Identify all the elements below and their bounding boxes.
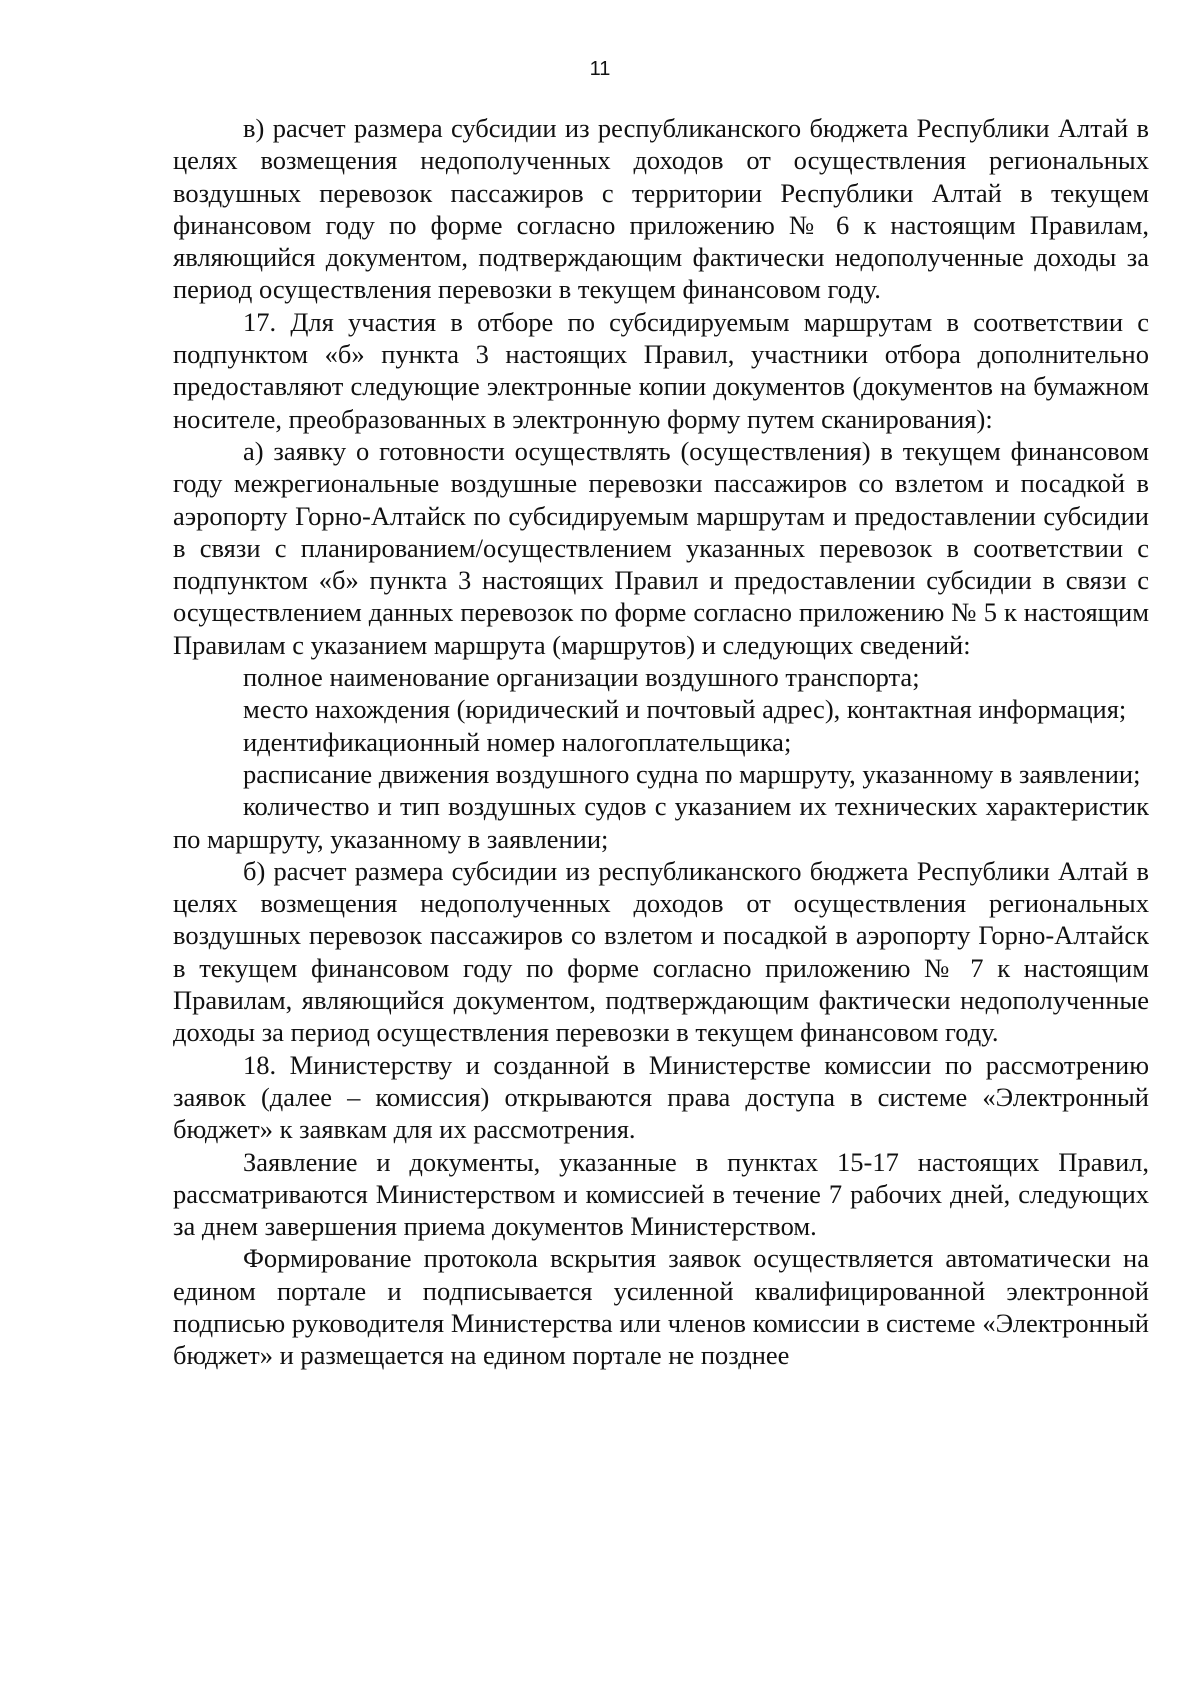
- list-item-inn: идентификационный номер налогоплательщика;: [243, 726, 792, 757]
- page-number: 11: [589, 58, 611, 80]
- list-item-full-name: полное наименование организации воздушного транспорта;: [243, 662, 920, 693]
- paragraph-item-18: 18. Министерству и созданной в Министерстве комиссии по рассмотрению заявок (далее – комиссия) открываются права доступа в системе «Электронный бюджет» к заявкам для их рассмотрения.: [173, 1049, 1149, 1145]
- document-body: [173, 112, 1149, 1372]
- paragraph-subitem-a: а) заявку о готовности осуществлять (осуществления) в текущем финансовом году межрегиональные воздушные перевозки пассажиров со взлетом и посадкой в аэропорту Горно-Алтайск по субсидируемым маршрутам и предоставлении субсидии в связи с планированием/осуществлением указанных перевозок в соответствии с подпунктом «б» пункта 3 настоящих Правил и предоставлении субсидии в связи с осуществлением данных перевозок по форме согласно приложению № 5 к настоящим Правилам с указанием маршрута (маршрутов) и следующих сведений:: [173, 435, 1149, 660]
- paragraph-protocol: Формирование протокола вскрытия заявок осуществляется автоматически на едином портале и подписывается усиленной квалифицированной электронной подписью руководителя Министерства или членов комиссии в системе «Электронный бюджет» и размещается на едином портале не позднее: [173, 1243, 1149, 1371]
- paragraph-item-17: 17. Для участия в отборе по субсидируемым маршрутам в соответствии с подпунктом «б» пункта 3 настоящих Правил, участники отбора дополнительно предоставляют следующие электронные копии документов (документов на бумажном носителе, преобразованных в электронную форму путем сканирования):: [173, 306, 1149, 434]
- list-item-address: место нахождения (юридический и почтовый адрес), контактная информация;: [243, 694, 1127, 725]
- paragraph-review: Заявление и документы, указанные в пунктах 15-17 настоящих Правил, рассматриваются Министерством и комиссией в течение 7 рабочих дней, следующих за днем завершения приема документов Министерством.: [173, 1146, 1149, 1242]
- list-item-schedule: расписание движения воздушного судна по маршруту, указанному в заявлении;: [243, 758, 1141, 789]
- list-item-aircraft: количество и тип воздушных судов с указанием их технических характеристик по маршруту, указанному в заявлении;: [173, 791, 1149, 854]
- paragraph-subitem-v: в) расчет размера субсидии из республиканского бюджета Республики Алтай в целях возмещения недополученных доходов от осуществления региональных воздушных перевозок пассажиров с территории Республики Алтай в текущем финансовом году по форме согласно приложению № 6 к настоящим Правилам, являющийся документом, подтверждающим фактически недополученные доходы за период осуществления перевозки в текущем финансовом году.: [173, 113, 1149, 305]
- paragraph-subitem-b: б) расчет размера субсидии из республиканского бюджета Республики Алтай в целях возмещения недополученных доходов от осуществления региональных воздушных перевозок пассажиров со взлетом и посадкой в аэропорту Горно-Алтайск в текущем финансовом году по форме согласно приложению № 7 к настоящим Правилам, являющийся документом, подтверждающим фактически недополученные доходы за период осуществления перевозки в текущем финансовом году.: [173, 855, 1149, 1048]
